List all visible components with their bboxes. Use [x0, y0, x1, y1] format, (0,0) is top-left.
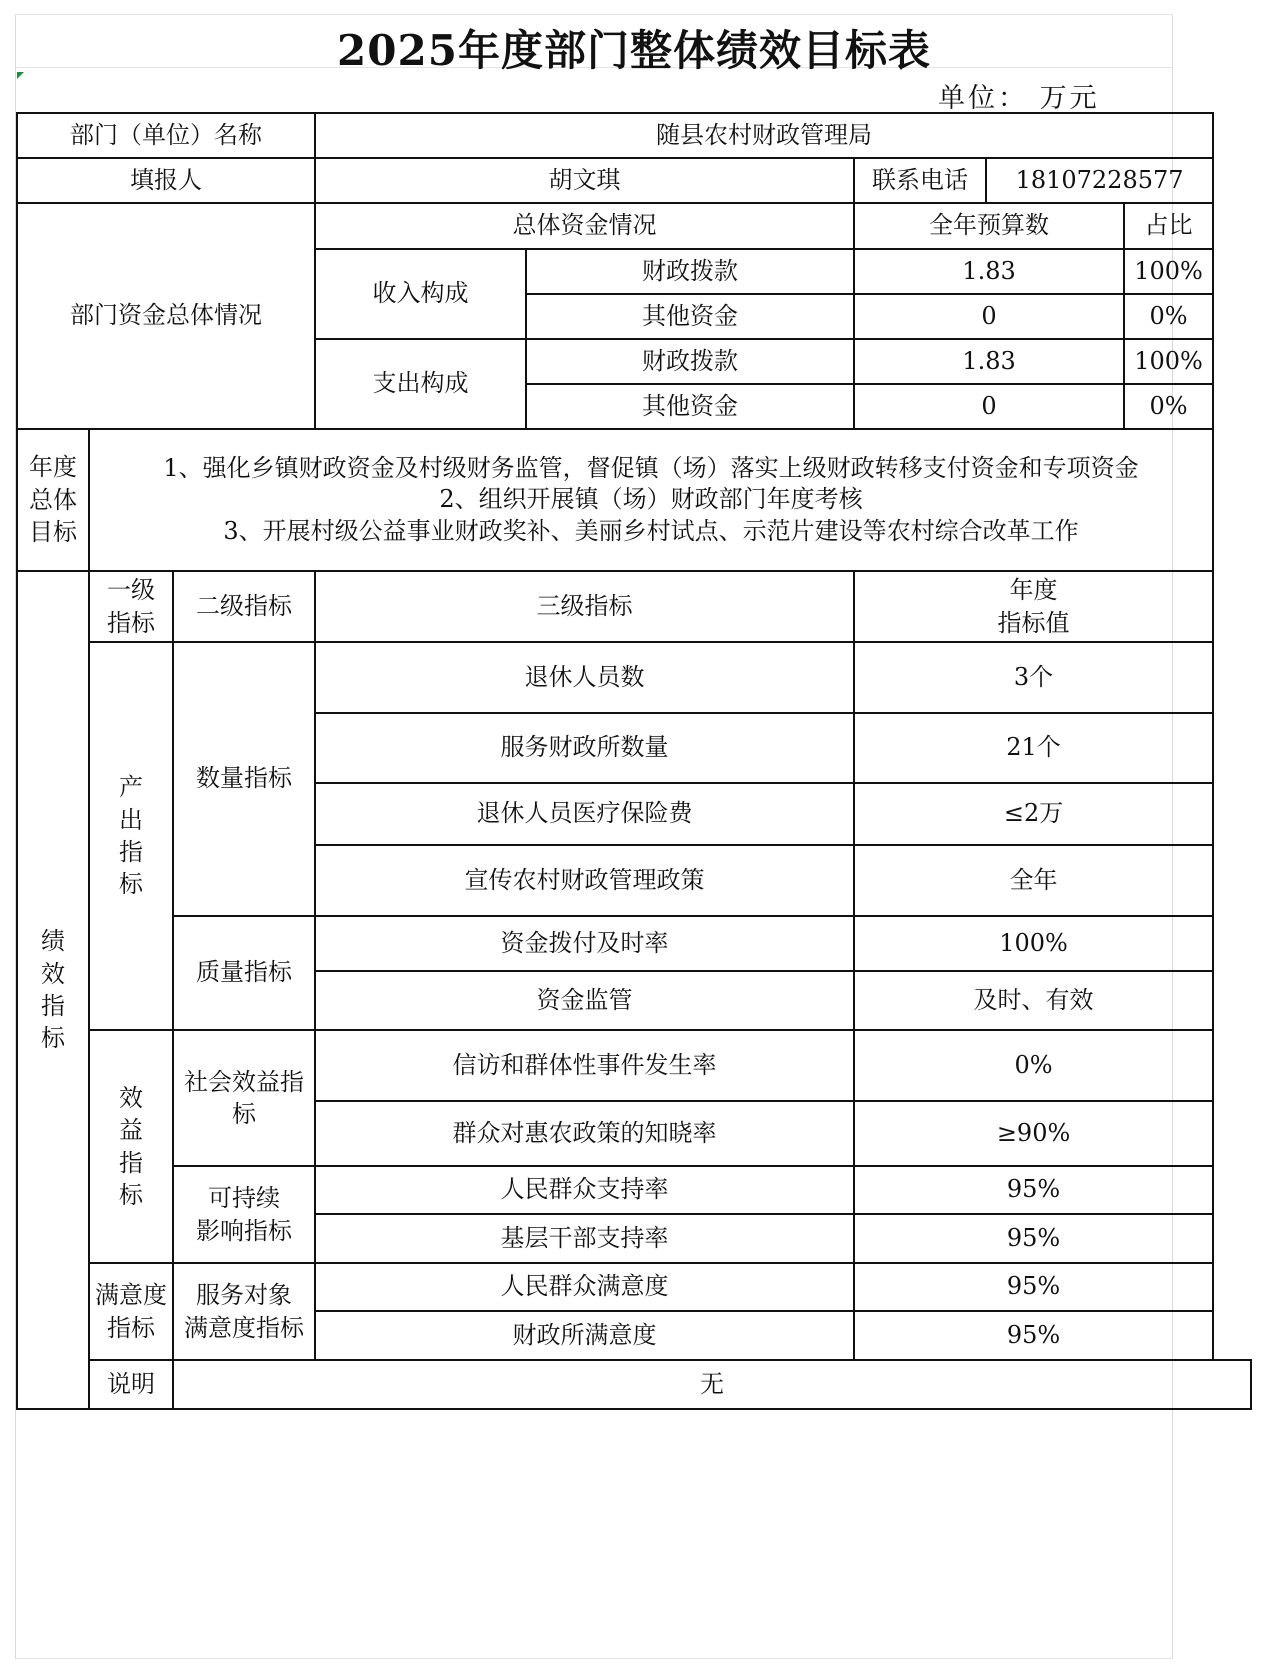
indicator-name: 人民群众支持率: [315, 1166, 854, 1214]
social-benefit-label-line: 社会效益指: [184, 1067, 304, 1096]
income-item-ratio[interactable]: 0%: [1124, 294, 1213, 339]
goals-content[interactable]: [89, 429, 1213, 571]
goals-label-line: 目标: [29, 518, 77, 547]
output-label: [89, 642, 173, 1030]
goals-label-line: 总体: [29, 485, 77, 514]
satisfaction-label-line: 满意度: [95, 1281, 167, 1310]
grid-line: [16, 1658, 1173, 1659]
income-item-amount[interactable]: 0: [854, 294, 1124, 339]
sustain-label-line: 可持续: [208, 1184, 280, 1213]
output-label-char: 出: [119, 805, 143, 834]
goal-item: 1、强化乡镇财政资金及村级财务监管，督促镇（场）落实上级财政转移支付资金和专项资金: [163, 454, 1139, 483]
note-value[interactable]: 无: [173, 1360, 1251, 1409]
expense-item-name: 财政拨款: [526, 339, 854, 384]
indicator-value[interactable]: ≤2万: [854, 783, 1213, 845]
expense-label: 支出构成: [315, 339, 526, 429]
goals-label: [17, 429, 89, 571]
funds-overall-header: 总体资金情况: [315, 203, 854, 249]
income-item-name: 财政拨款: [526, 249, 854, 294]
reporter-label: 填报人: [17, 158, 315, 203]
indicator-value[interactable]: 21个: [854, 713, 1213, 783]
table-row: [17, 158, 1251, 203]
dept-label: 部门（单位）名称: [17, 113, 315, 158]
benefit-label-char: 效: [119, 1083, 143, 1112]
level1-header-line: 一级: [107, 576, 155, 605]
output-label-char: 指: [119, 838, 143, 866]
expense-item-amount[interactable]: 1.83: [854, 339, 1124, 384]
value-header-line: 年度: [1009, 576, 1058, 605]
income-item-name: 其他资金: [526, 294, 854, 339]
phone-value[interactable]: 18107228577: [986, 158, 1213, 203]
unit-label: 单位： 万元: [938, 83, 1100, 114]
indicator-name: 财政所满意度: [315, 1311, 854, 1360]
table-row: [17, 429, 1251, 571]
table-row: [17, 642, 1251, 713]
grid-line: [16, 14, 1173, 15]
quantity-label: 数量指标: [173, 642, 315, 916]
goal-item: 3、开展村级公益事业财政奖补、美丽乡村试点、示范片建设等农村综合改革工作: [223, 516, 1079, 545]
table-row: [17, 916, 1251, 971]
table-row: [17, 571, 1251, 642]
sustain-label-line: 影响指标: [196, 1216, 292, 1245]
indicator-value[interactable]: 0%: [854, 1030, 1213, 1101]
expense-item-ratio[interactable]: 100%: [1124, 339, 1213, 384]
table-row: [17, 1166, 1251, 1214]
dept-value[interactable]: 随县农村财政管理局: [315, 113, 1213, 158]
indicator-name: 资金拨付及时率: [315, 916, 854, 971]
indicator-value[interactable]: 3个: [854, 642, 1213, 713]
indicator-value[interactable]: 95%: [854, 1263, 1213, 1311]
income-item-amount[interactable]: 1.83: [854, 249, 1124, 294]
output-label-char: 产: [119, 773, 143, 802]
indicator-name: 宣传农村财政管理政策: [315, 845, 854, 916]
level1-header: [89, 571, 173, 642]
note-label: 说明: [89, 1360, 173, 1409]
indicator-value[interactable]: 全年: [854, 845, 1213, 916]
satisfaction-label-line: 指标: [107, 1313, 155, 1342]
expense-item-ratio[interactable]: 0%: [1124, 384, 1213, 429]
funds-budget-header: 全年预算数: [854, 203, 1124, 249]
benefit-label: [89, 1030, 173, 1263]
indicator-name: 人民群众满意度: [315, 1263, 854, 1311]
expense-item-name: 其他资金: [526, 384, 854, 429]
page-title: 2025年度部门整体绩效目标表: [337, 26, 931, 75]
indicator-name: 群众对惠农政策的知晓率: [315, 1101, 854, 1166]
indicator-name: 退休人员数: [315, 642, 854, 713]
benefit-label-char: 指: [119, 1148, 143, 1177]
indicators-label-char: 绩: [41, 927, 65, 956]
service-satisfaction-label-line: 满意度指标: [184, 1313, 304, 1342]
table-row: [17, 203, 1251, 249]
indicator-name: 基层干部支持率: [315, 1214, 854, 1263]
indicators-label: [17, 571, 89, 1409]
satisfaction-label: [89, 1263, 173, 1360]
level2-header: 二级指标: [173, 571, 315, 642]
indicator-name: 资金监管: [315, 971, 854, 1030]
reporter-name[interactable]: 胡文琪: [315, 158, 854, 203]
social-benefit-label: [173, 1030, 315, 1166]
indicator-value[interactable]: 100%: [854, 916, 1213, 971]
indicator-value[interactable]: ≥90%: [854, 1101, 1213, 1166]
goal-item: 2、组织开展镇（场）财政部门年度考核: [439, 485, 863, 514]
indicator-name: 信访和群体性事件发生率: [315, 1030, 854, 1101]
performance-target-table: [16, 112, 1252, 1410]
indicators-label-char: 指: [41, 992, 65, 1020]
indicator-name: 退休人员医疗保险费: [315, 783, 854, 845]
table-row: [17, 1360, 1251, 1409]
indicator-value[interactable]: 及时、有效: [854, 971, 1213, 1030]
level3-header: 三级指标: [315, 571, 854, 642]
indicators-label-char: 效: [41, 959, 65, 988]
goals-label-line: 年度: [29, 453, 77, 482]
service-satisfaction-label: [173, 1263, 315, 1360]
indicator-value[interactable]: 95%: [854, 1311, 1213, 1360]
value-header-line: 指标值: [997, 608, 1070, 637]
indicator-name: 服务财政所数量: [315, 713, 854, 783]
funds-ratio-header: 占比: [1124, 203, 1213, 249]
quality-label: 质量指标: [173, 916, 315, 1030]
indicator-value[interactable]: 95%: [854, 1166, 1213, 1214]
income-item-ratio[interactable]: 100%: [1124, 249, 1213, 294]
funds-label: 部门资金总体情况: [17, 203, 315, 429]
table-row: [17, 113, 1251, 158]
table-row: [17, 1030, 1251, 1101]
phone-label: 联系电话: [854, 158, 986, 203]
indicators-label-char: 标: [41, 1024, 65, 1053]
benefit-label-char: 标: [119, 1180, 143, 1209]
table-row: [17, 1263, 1251, 1311]
sustain-label: [173, 1166, 315, 1263]
level1-header-line: 指标: [107, 608, 155, 637]
income-label: 收入构成: [315, 249, 526, 339]
value-header: [854, 571, 1213, 642]
benefit-label-char: 益: [119, 1116, 143, 1145]
social-benefit-label-line: 标: [232, 1100, 256, 1128]
indicator-value[interactable]: 95%: [854, 1214, 1213, 1263]
output-label-char: 标: [119, 870, 143, 899]
service-satisfaction-label-line: 服务对象: [196, 1281, 292, 1310]
expense-item-amount[interactable]: 0: [854, 384, 1124, 429]
